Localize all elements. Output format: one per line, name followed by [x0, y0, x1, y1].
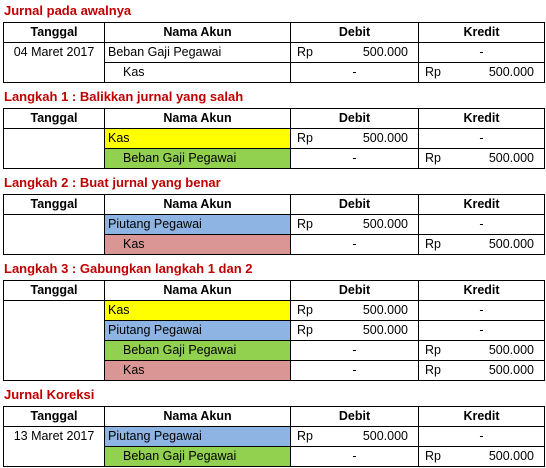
header-debit: Debit: [291, 109, 419, 129]
dash-value: -: [352, 237, 357, 251]
debit-cell: [291, 321, 419, 341]
kredit-cell: [419, 129, 545, 149]
dash-value: -: [479, 429, 484, 443]
debit-cell: [291, 427, 419, 447]
header-debit: Debit: [291, 407, 419, 427]
kredit-cell: [419, 43, 545, 63]
header-nama-akun: Nama Akun: [105, 23, 291, 43]
amount-value: 500.000: [488, 449, 534, 463]
amount-value: 500.000: [362, 429, 408, 443]
debit-cell: [291, 235, 419, 255]
nama-akun-cell: Beban Gaji Pegawai: [105, 43, 291, 63]
currency-label: Rp: [425, 151, 441, 165]
journal-row: [4, 43, 545, 63]
header-tanggal: Tanggal: [4, 195, 105, 215]
journal-table: [3, 194, 545, 255]
dash-value: -: [352, 151, 357, 165]
section-title: Jurnal Koreksi: [4, 387, 95, 402]
tanggal-cell: 13 Maret 2017: [4, 427, 105, 467]
amount-value: 500.000: [488, 343, 534, 357]
kredit-cell: [419, 215, 545, 235]
journal-table: [3, 22, 545, 83]
kredit-cell: [419, 427, 545, 447]
kredit-cell: [419, 149, 545, 169]
tanggal-cell: [4, 129, 105, 169]
nama-akun-cell: Beban Gaji Pegawai: [105, 341, 291, 361]
dash-value: -: [479, 45, 484, 59]
currency-label: Rp: [425, 343, 441, 357]
debit-cell: [291, 43, 419, 63]
currency-label: Rp: [425, 363, 441, 377]
header-row: [4, 195, 545, 215]
kredit-cell: [419, 63, 545, 83]
section-title: Langkah 1 : Balikkan jurnal yang salah: [4, 89, 244, 104]
header-row: [4, 407, 545, 427]
kredit-cell: [419, 447, 545, 467]
debit-cell: [291, 215, 419, 235]
dash-value: -: [352, 343, 357, 357]
kredit-cell: [419, 301, 545, 321]
amount-value: 500.000: [362, 131, 408, 145]
header-kredit: Kredit: [419, 23, 545, 43]
currency-label: Rp: [425, 65, 441, 79]
section-title: Langkah 2 : Buat jurnal yang benar: [4, 175, 221, 190]
tanggal-cell: [4, 301, 105, 381]
journal-row: [4, 301, 545, 321]
nama-akun-cell: Piutang Pegawai: [105, 321, 291, 341]
amount-value: 500.000: [362, 45, 408, 59]
amount-value: 500.000: [488, 363, 534, 377]
nama-akun-cell: Kas: [105, 235, 291, 255]
header-kredit: Kredit: [419, 109, 545, 129]
dash-value: -: [352, 363, 357, 377]
nama-akun-cell: Kas: [105, 361, 291, 381]
nama-akun-cell: Kas: [105, 301, 291, 321]
kredit-cell: [419, 341, 545, 361]
header-tanggal: Tanggal: [4, 109, 105, 129]
header-row: [4, 23, 545, 43]
debit-cell: [291, 361, 419, 381]
nama-akun-cell: Piutang Pegawai: [105, 215, 291, 235]
amount-value: 500.000: [362, 323, 408, 337]
header-nama-akun: Nama Akun: [105, 109, 291, 129]
header-tanggal: Tanggal: [4, 281, 105, 301]
currency-label: Rp: [425, 449, 441, 463]
header-row: [4, 281, 545, 301]
header-debit: Debit: [291, 195, 419, 215]
debit-cell: [291, 129, 419, 149]
nama-akun-cell: Kas: [105, 63, 291, 83]
currency-label: Rp: [297, 323, 313, 337]
debit-cell: [291, 301, 419, 321]
header-kredit: Kredit: [419, 281, 545, 301]
amount-value: 500.000: [488, 65, 534, 79]
debit-cell: [291, 63, 419, 83]
nama-akun-cell: Kas: [105, 129, 291, 149]
journal-row: [4, 427, 545, 447]
journal-table: [3, 280, 545, 381]
header-kredit: Kredit: [419, 195, 545, 215]
amount-value: 500.000: [362, 217, 408, 231]
header-tanggal: Tanggal: [4, 23, 105, 43]
header-debit: Debit: [291, 23, 419, 43]
kredit-cell: [419, 321, 545, 341]
dash-value: -: [479, 323, 484, 337]
journal-table: [3, 406, 545, 467]
amount-value: 500.000: [488, 237, 534, 251]
dash-value: -: [479, 131, 484, 145]
kredit-cell: [419, 235, 545, 255]
kredit-cell: [419, 361, 545, 381]
tanggal-cell: [4, 215, 105, 255]
currency-label: Rp: [297, 217, 313, 231]
header-nama-akun: Nama Akun: [105, 281, 291, 301]
currency-label: Rp: [297, 429, 313, 443]
amount-value: 500.000: [488, 151, 534, 165]
nama-akun-cell: Beban Gaji Pegawai: [105, 149, 291, 169]
dash-value: -: [479, 303, 484, 317]
debit-cell: [291, 341, 419, 361]
debit-cell: [291, 149, 419, 169]
section-title: Langkah 3 : Gabungkan langkah 1 dan 2: [4, 261, 253, 276]
header-nama-akun: Nama Akun: [105, 195, 291, 215]
currency-label: Rp: [425, 237, 441, 251]
debit-cell: [291, 447, 419, 467]
nama-akun-cell: Piutang Pegawai: [105, 427, 291, 447]
currency-label: Rp: [297, 303, 313, 317]
header-tanggal: Tanggal: [4, 407, 105, 427]
tanggal-cell: 04 Maret 2017: [4, 43, 105, 83]
header-kredit: Kredit: [419, 407, 545, 427]
currency-label: Rp: [297, 45, 313, 59]
header-row: [4, 109, 545, 129]
amount-value: 500.000: [362, 303, 408, 317]
nama-akun-cell: Beban Gaji Pegawai: [105, 447, 291, 467]
currency-label: Rp: [297, 131, 313, 145]
dash-value: -: [352, 65, 357, 79]
journal-table: [3, 108, 545, 169]
section-title: Jurnal pada awalnya: [4, 3, 132, 18]
dash-value: -: [479, 217, 484, 231]
header-nama-akun: Nama Akun: [105, 407, 291, 427]
header-debit: Debit: [291, 281, 419, 301]
dash-value: -: [352, 449, 357, 463]
journal-row: [4, 129, 545, 149]
journal-row: [4, 215, 545, 235]
